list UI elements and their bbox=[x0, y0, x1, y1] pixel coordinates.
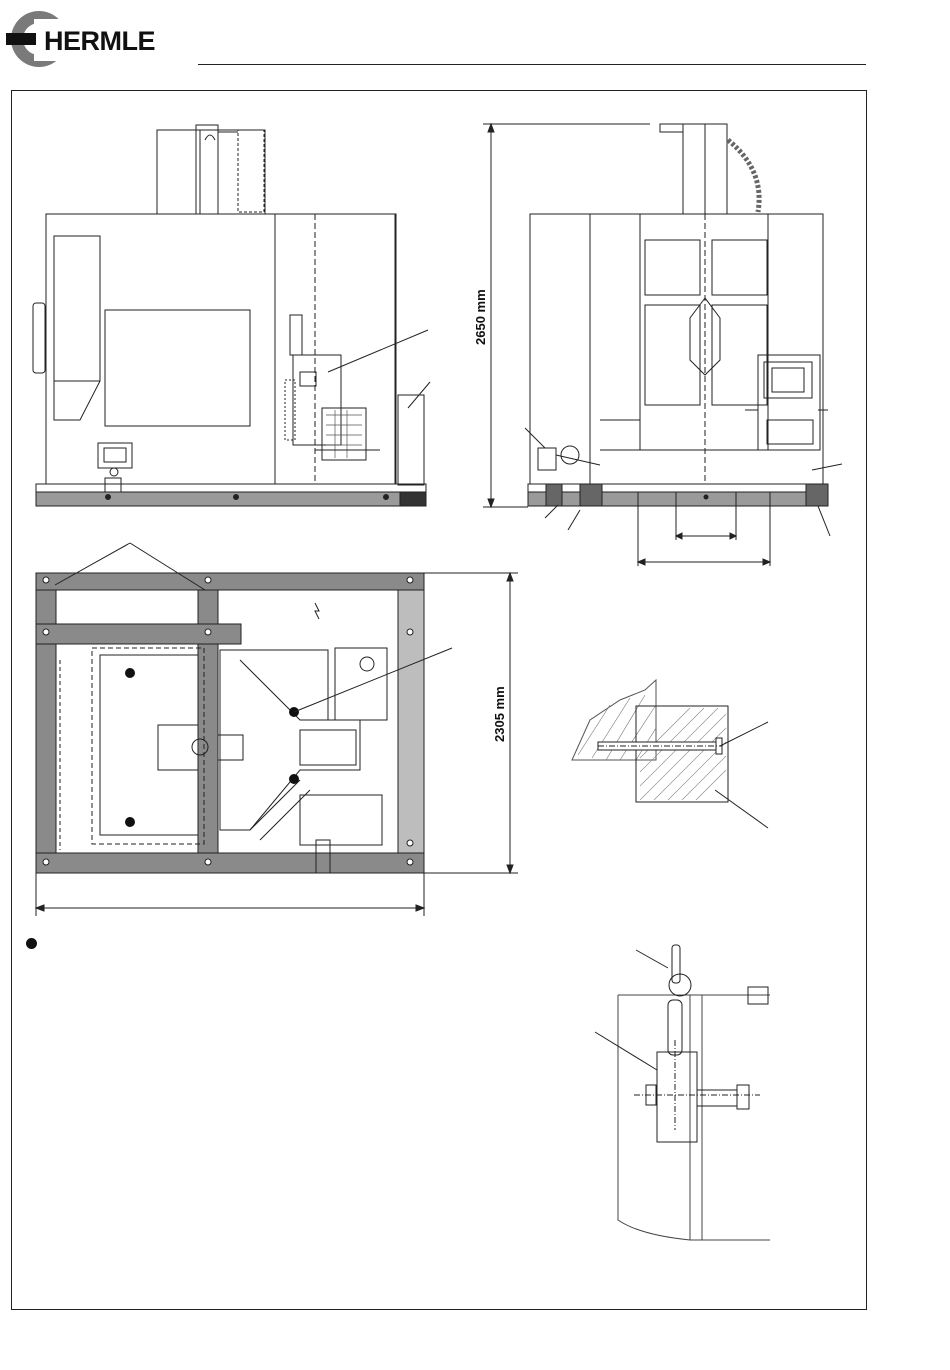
width-dimension bbox=[36, 873, 424, 916]
plan-view-machine bbox=[36, 543, 452, 873]
side-view-machine bbox=[33, 125, 430, 506]
logo-wordmark: HERMLE bbox=[44, 26, 155, 56]
detail-bolt-view bbox=[572, 680, 768, 828]
depth-dimension-label: 2305 mm bbox=[492, 686, 507, 742]
center-of-gravity-marker bbox=[26, 938, 37, 949]
height-dimension-label: 2650 mm bbox=[473, 289, 488, 345]
detail-lifting-view bbox=[595, 945, 770, 1240]
front-view-machine bbox=[525, 124, 842, 566]
